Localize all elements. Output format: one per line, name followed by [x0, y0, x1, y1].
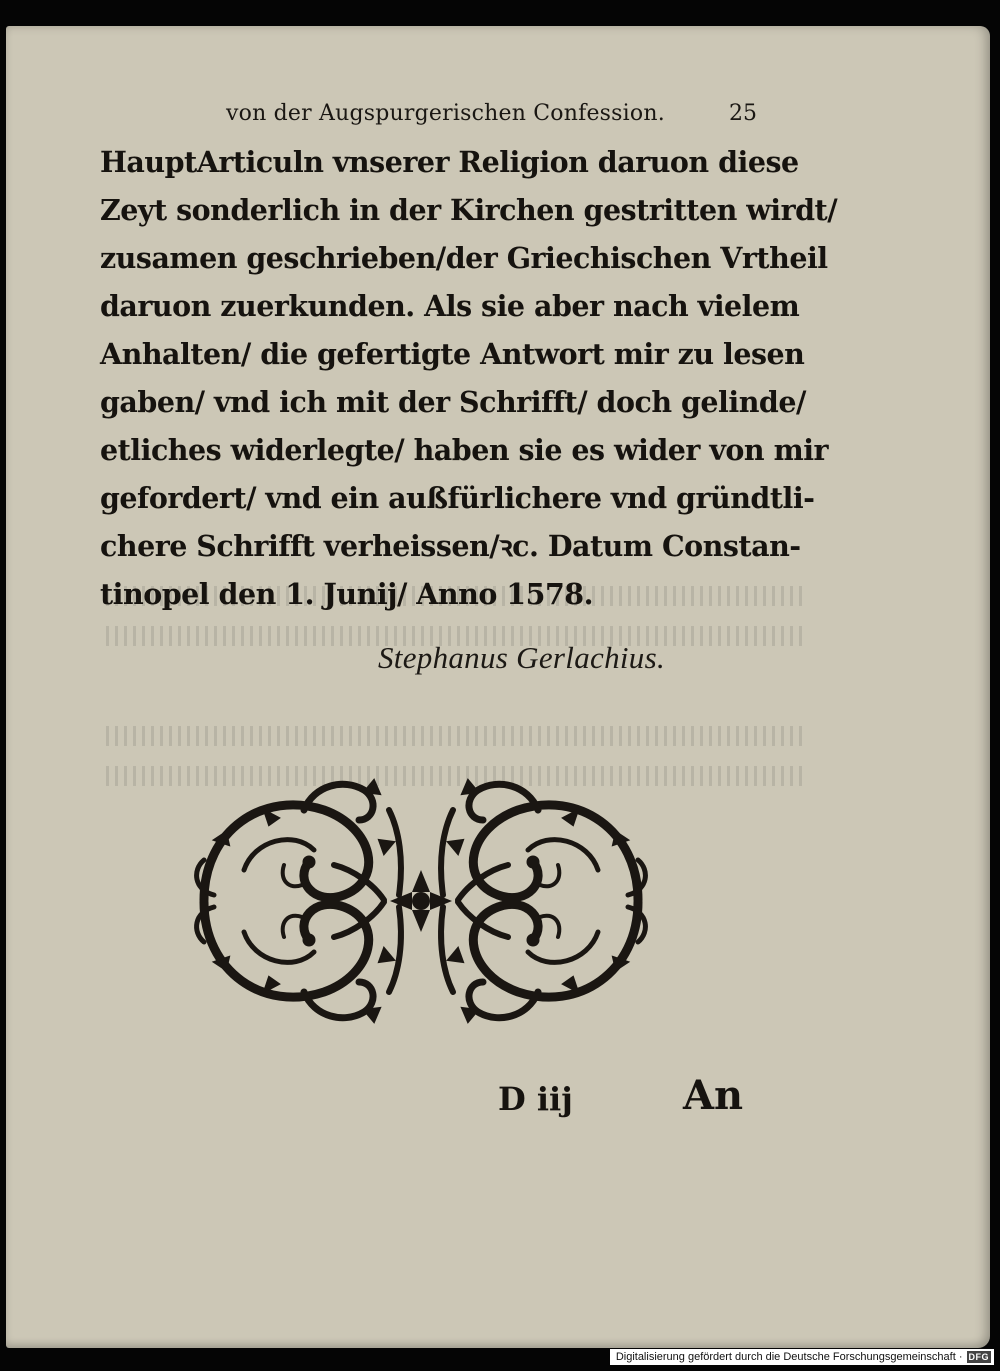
digitization-footer — [610, 1349, 994, 1365]
arabesque-ornament-icon — [184, 770, 658, 1032]
show-through-text — [106, 726, 806, 746]
text-line: daruon zuerkunden. Als sie aber nach vielem — [100, 289, 800, 323]
text-line: HauptArticuln vnserer Religion daruon diese — [100, 145, 799, 179]
text-line: gefordert/ vnd ein außfürlichere vnd gründtli- — [100, 481, 815, 515]
page-number: 25 — [729, 101, 757, 126]
text-line: Zeyt sonderlich in der Kirchen gestritten wirdt/ — [100, 193, 838, 227]
text-line: chere Schrifft verheissen/ꝛc. Datum Constan- — [100, 529, 801, 563]
author-signature: Stephanus Gerlachius. — [378, 640, 665, 675]
text-line: tinopel den 1. Junij/ Anno 1578. — [100, 577, 594, 611]
dfg-logo: DFG — [968, 1352, 989, 1362]
text-line: gaben/ vnd ich mit der Schrifft/ doch gelinde/ — [100, 385, 806, 419]
catchword: An — [683, 1072, 744, 1119]
signature-mark: D iij — [498, 1080, 573, 1118]
footer-text: Digitalisierung gefördert durch die Deutsche Forschungsgemeinschaft · — [615, 1351, 963, 1363]
text-line: zusamen geschrieben/der Griechischen Vrtheil — [100, 241, 828, 275]
text-line: Anhalten/ die gefertigte Antwort mir zu lesen — [100, 337, 805, 371]
body-text — [100, 138, 838, 618]
running-head: von der Augspurgerischen Confession. — [226, 101, 665, 126]
text-line: etliches widerlegte/ haben sie es wider von mir — [100, 433, 829, 467]
